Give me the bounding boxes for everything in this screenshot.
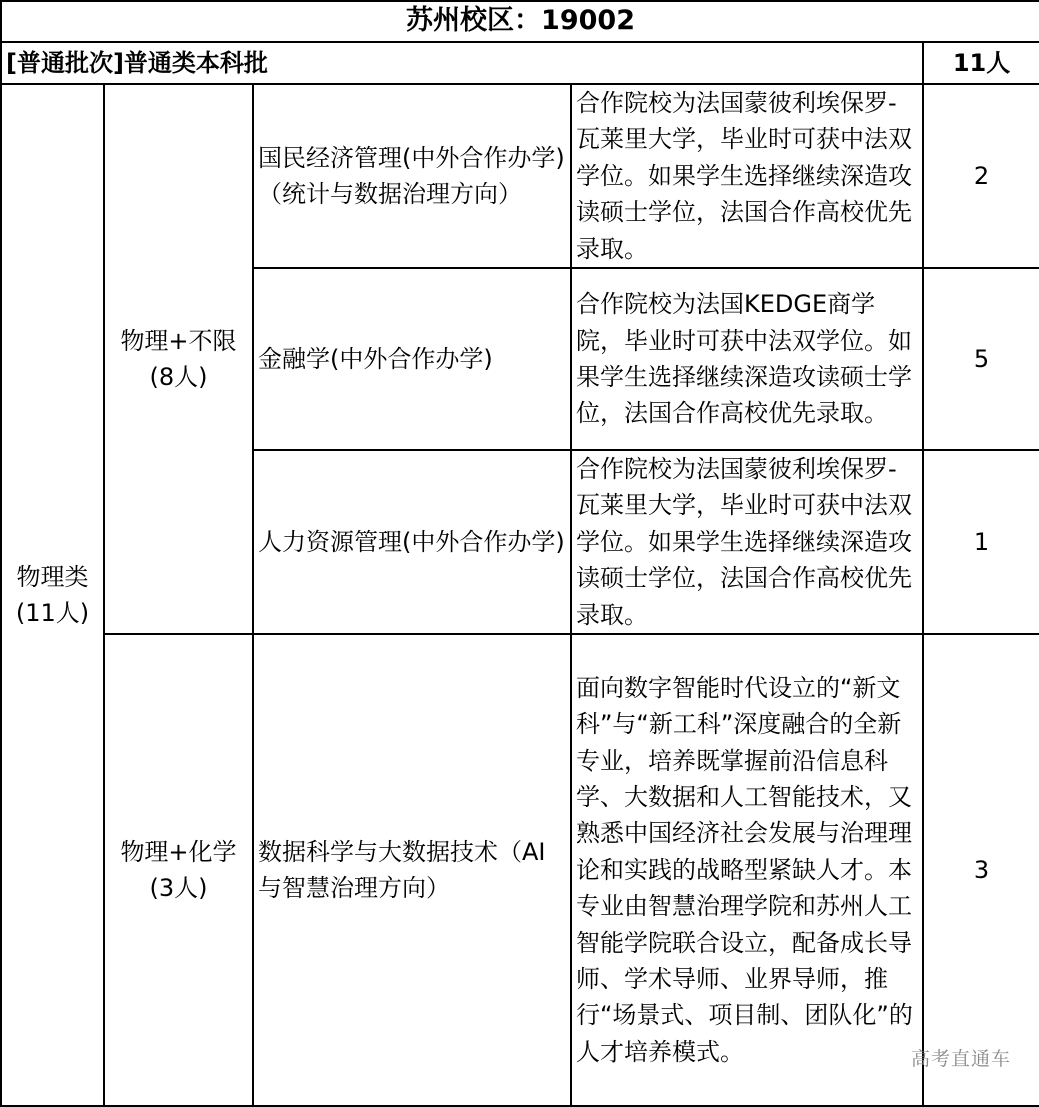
major-quota: 5 [923,268,1039,450]
major-description: 面向数字智能时代设立的“新文科”与“新工科”深度融合的全新专业，培养既掌握前沿信息科学、大数据和人工智能技术，又熟悉中国经济社会发展与治理理论和实践的战略型紧缺人才。本专业由智慧治理学院和苏州人工智能学院联合设立，配备成长导师、学术导师、业界导师，推行“场景式、项目制、团队化”的人才培养模式。 [571,634,923,1106]
subject-group-cell [104,84,253,634]
subject-group-name: 物理+不限 [120,326,237,355]
major-description: 合作院校为法国蒙彼利埃保罗-瓦莱里大学，毕业时可获中法双学位。如果学生选择继续深造攻读硕士学位，法国合作高校优先录取。 [571,450,923,634]
major-name: 金融学(中外合作办学) [253,268,571,450]
subject-category-count: (11人) [15,599,90,628]
major-description: 合作院校为法国KEDGE商学院，毕业时可获中法双学位。如果学生选择继续深造攻读硕士学位，法国合作高校优先录取。 [571,268,923,450]
major-quota: 3 [923,634,1039,1106]
major-description: 合作院校为法国蒙彼利埃保罗-瓦莱里大学，毕业时可获中法双学位。如果学生选择继续深造攻读硕士学位，法国合作高校优先录取。 [571,84,923,268]
subject-category-name: 物理类 [16,562,89,591]
table-row [1,634,1039,1106]
major-name: 国民经济管理(中外合作办学)（统计与数据治理方向） [253,84,571,268]
subject-group-count: (8人) [149,363,208,392]
major-name: 人力资源管理(中外合作办学) [253,450,571,634]
major-quota: 2 [923,84,1039,268]
campus-title: 苏州校区：19002 [1,1,1039,42]
subject-category-cell [1,84,104,1106]
table-row [1,84,1039,268]
watermark: 高考直通车 [910,1048,1011,1070]
title-row [1,1,1039,42]
batch-row [1,42,1039,84]
major-name: 数据科学与大数据技术（AI与智慧治理方向） [253,634,571,1106]
subject-group-name: 物理+化学 [120,837,237,866]
batch-count: 11人 [923,42,1039,84]
subject-group-cell [104,634,253,1106]
batch-label: [普通批次]普通类本科批 [1,42,923,84]
major-quota: 1 [923,450,1039,634]
subject-group-count: (3人) [149,874,208,903]
